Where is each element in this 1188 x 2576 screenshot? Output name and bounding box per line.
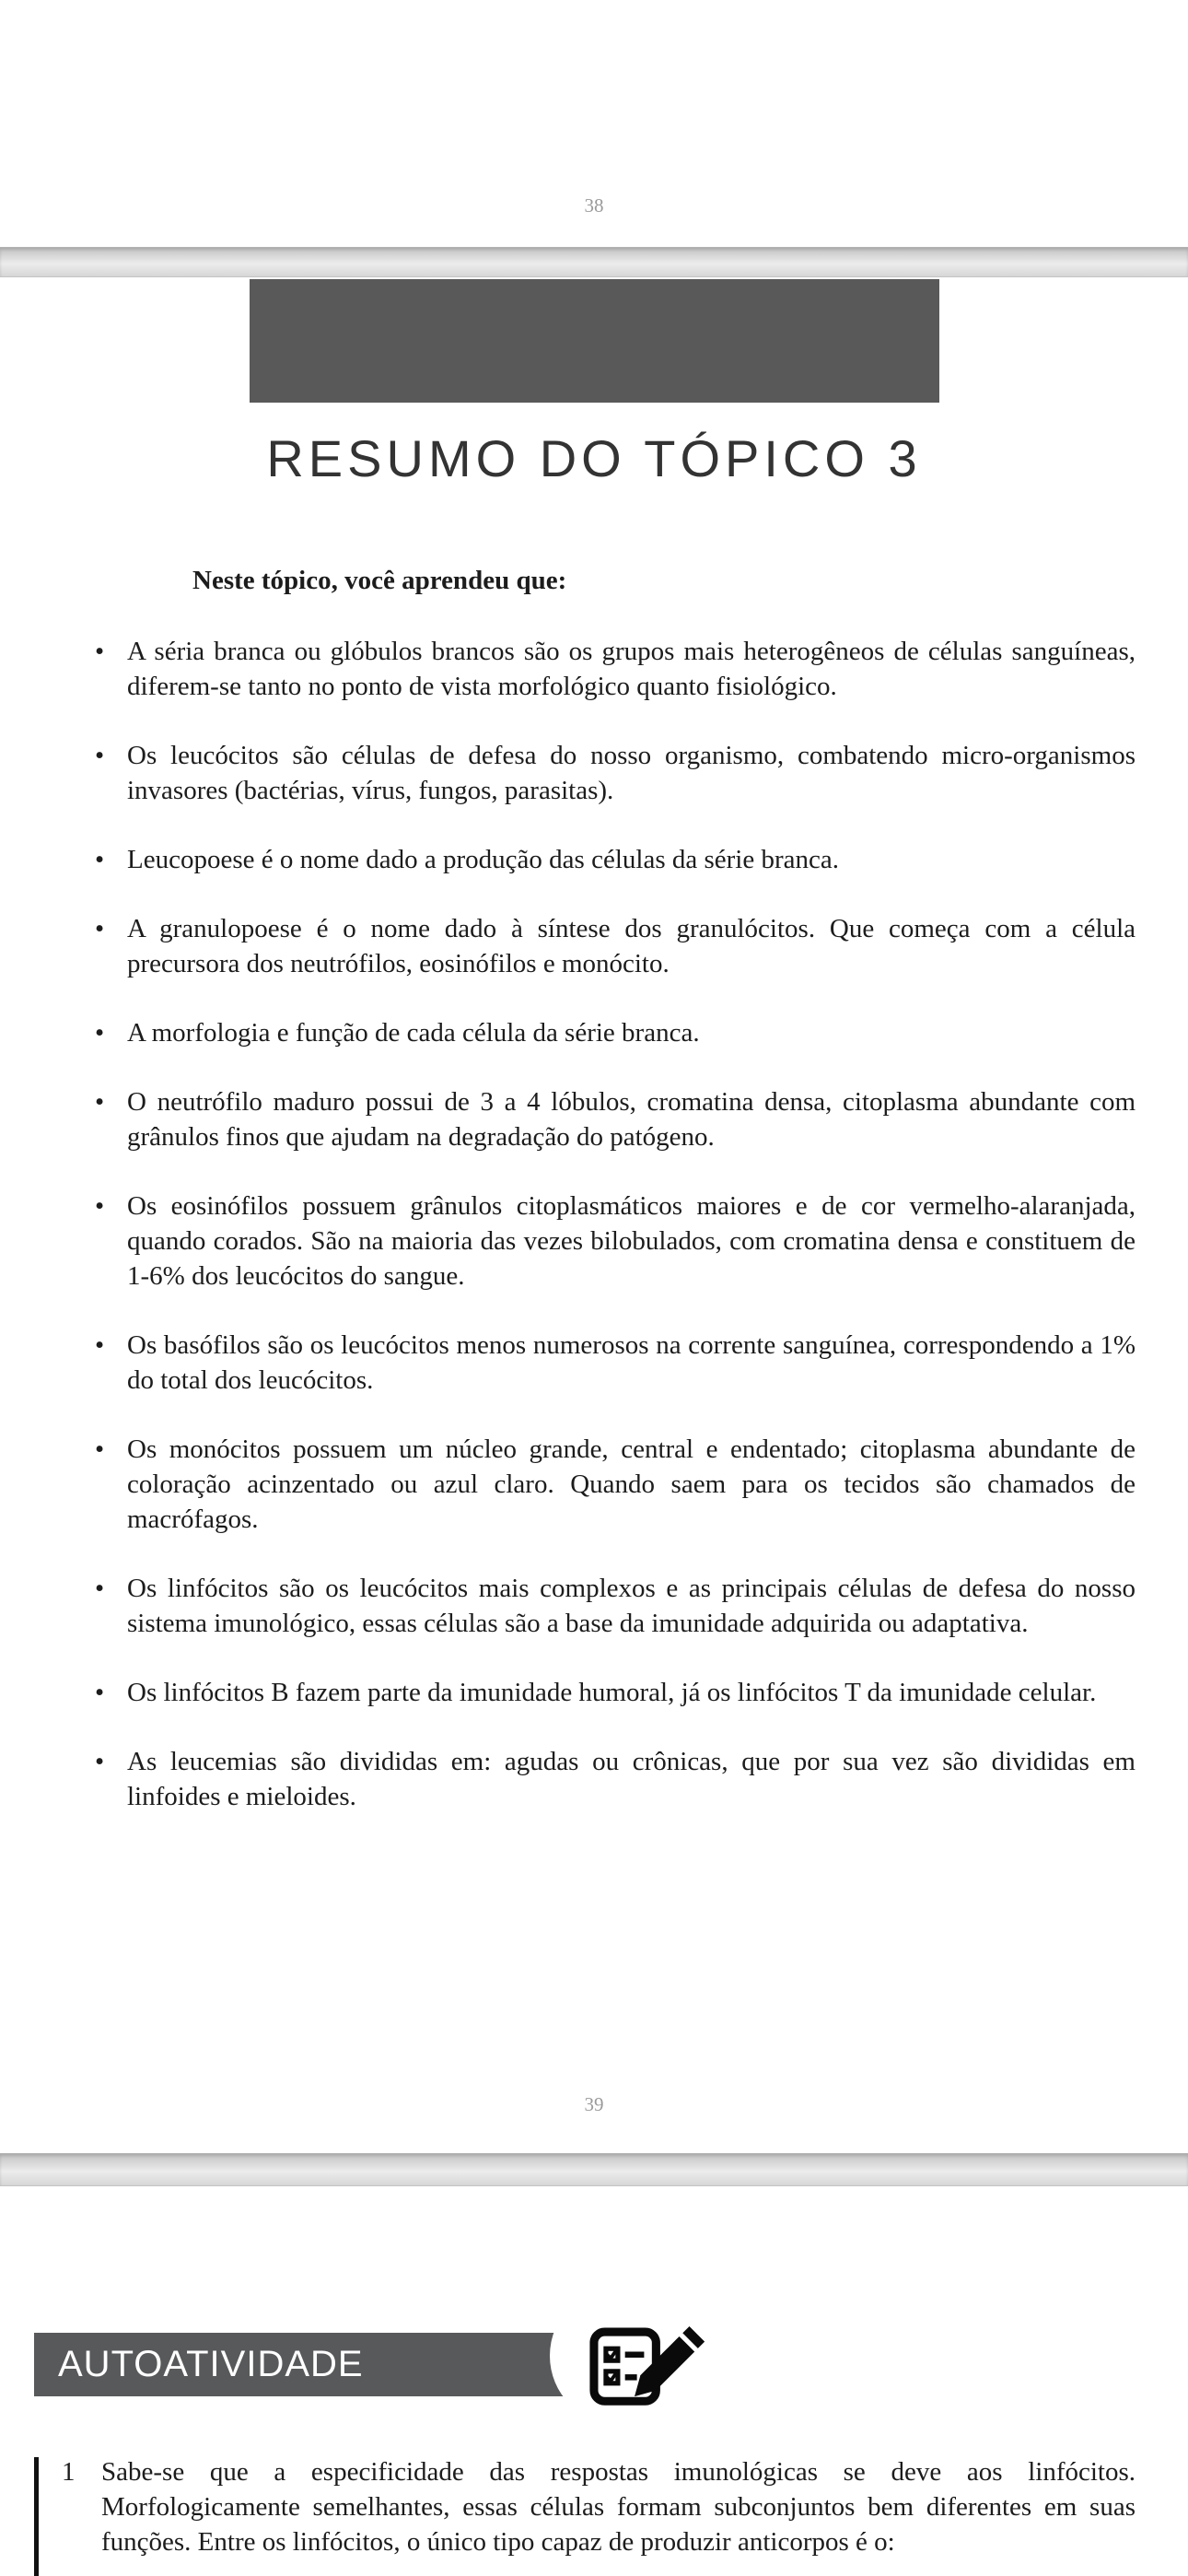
bullet-item: • A granulopoese é o nome dado à síntese dos granulócitos. Que começa com a célula precursora dos neutrófilos, eosinófilos e monócito. [127, 911, 1136, 981]
bullet-item: • A morfologia e função de cada célula da série branca. [127, 1015, 1136, 1050]
bullet-item: • Os eosinófilos possuem grânulos citoplasmáticos maiores e de cor vermelho-alaranjada, quando corados. São na maioria das vezes bilobulados, com cromatina densa e constituem de 1-6% dos leucócitos do sangue. [127, 1188, 1136, 1294]
page-number-38 [0, 0, 1188, 247]
bullet-item: • As leucemias são divididas em: agudas ou crônicas, que por sua vez são divididas em linfoides e mieloides. [127, 1744, 1136, 1814]
topic-header-image [250, 279, 939, 403]
bullet-item: • Os leucócitos são células de defesa do nosso organismo, combatendo micro-organismos invasores (bactérias, vírus, fungos, parasitas). [127, 738, 1136, 808]
page-separator-1 [0, 247, 1188, 277]
page-number-38-label: 38 [584, 194, 604, 217]
bullet-item: • O neutrófilo maduro possui de 3 a 4 lóbulos, cromatina densa, citoplasma abundante com grânulos finos que ajudam na degradação do patógeno. [127, 1084, 1136, 1154]
question-block [34, 2454, 1136, 2559]
page-separator-2 [0, 2153, 1188, 2186]
bullet-item: • Os linfócitos B fazem parte da imunidade humoral, já os linfócitos T da imunidade celular. [127, 1675, 1136, 1710]
summary-bullet-list [0, 634, 1188, 1814]
activity-banner-label: AUTOATIVIDADE [58, 2344, 364, 2384]
bullet-item: • Os monócitos possuem um núcleo grande, central e endentado; citoplasma abundante de coloração acinzentado ou azul claro. Quando saem para os tecidos são chamados de macrófagos. [127, 1432, 1136, 1537]
bullet-item: • Os linfócitos são os leucócitos mais complexos e as principais células de defesa do nosso sistema imunológico, essas células são a base da imunidade adquirida ou adaptativa. [127, 1571, 1136, 1641]
activity-banner [34, 2333, 734, 2396]
question-left-rule [34, 2457, 39, 2576]
intro-text: Neste tópico, você aprendeu que: [192, 566, 567, 595]
bullet-item: • A séria branca ou glóbulos brancos são os grupos mais heterogêneos de células sanguíneas, diferem-se tanto no ponto de vista morfológico quanto fisiológico. [127, 634, 1136, 704]
question-number: 1 [62, 2457, 76, 2487]
topic-title: RESUMO DO TÓPICO 3 [266, 429, 922, 487]
question-text: Sabe-se que a especificidade das respostas imunológicas se deve aos linfócitos. Morfologicamente semelhantes, essas células formam subconjuntos bem diferentes em suas funções. Entre os linfócitos, o único tipo capaz de produzir anticorpos é o: [101, 2457, 1136, 2557]
clipboard-pencil-icon [582, 2291, 711, 2420]
page-number-39 [0, 2093, 1188, 2116]
bullet-item: • Leucopoese é o nome dado a produção das células da série branca. [127, 842, 1136, 877]
page-number-39-label: 39 [584, 2093, 604, 2115]
bullet-item: • Os basófilos são os leucócitos menos numerosos na corrente sanguínea, correspondendo a 1% do total dos leucócitos. [127, 1328, 1136, 1398]
